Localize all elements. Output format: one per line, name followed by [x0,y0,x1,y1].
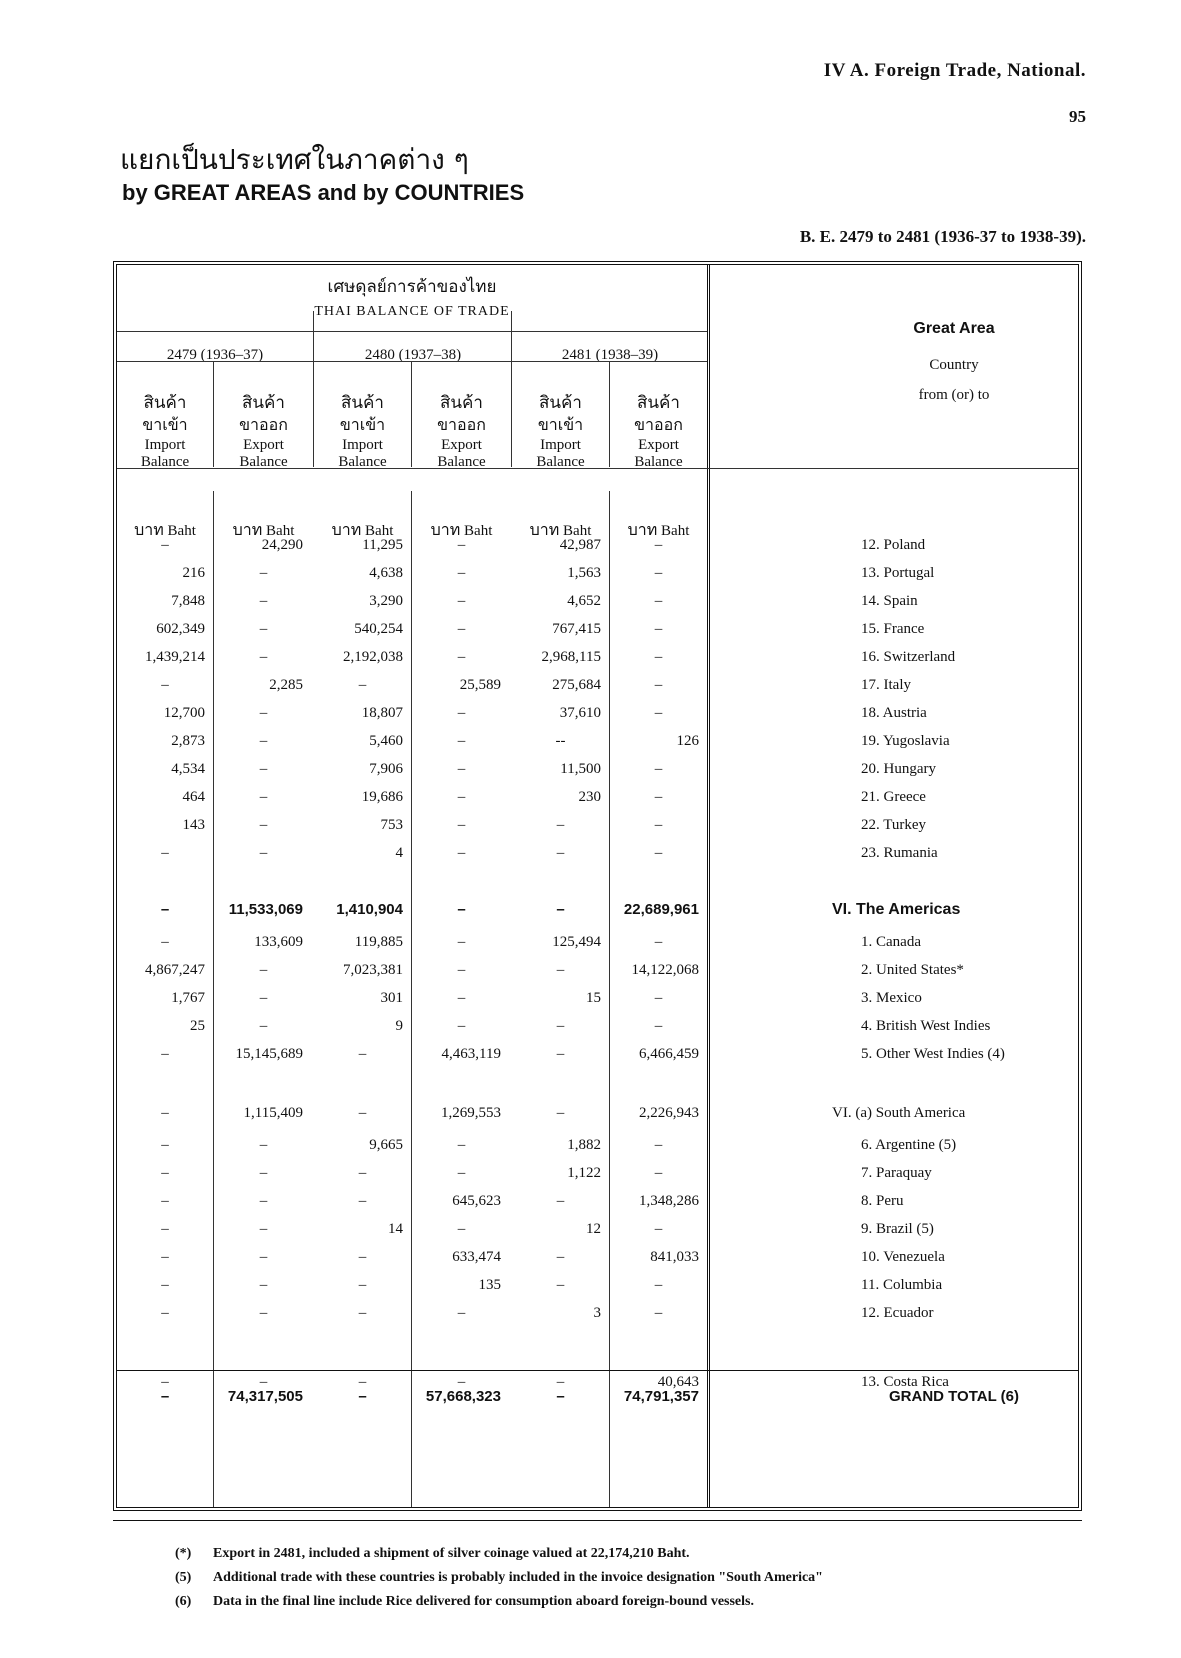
table-cell: – [556,845,565,861]
table-cell: 12,700 [163,705,205,721]
table-row [117,531,1078,559]
column-header [314,394,411,471]
table-cell: – [457,1221,466,1237]
table-cell: 15,145,689 [235,1046,303,1062]
table-cell: – [259,649,268,665]
table-row [117,587,1078,615]
column-header-label: Balance [140,454,190,471]
table-cell: 25,589 [459,677,501,693]
table-cell: 841,033 [650,1249,699,1265]
table-cell: – [259,1277,268,1293]
table-cell: 275,684 [552,677,601,693]
table-cell: 1,115,409 [243,1105,303,1121]
table-cell: 3,290 [369,593,403,609]
footnote-key: (5) [175,1570,192,1585]
table-cell: – [457,621,466,637]
country-label: 2. United States* [861,962,964,978]
country-label: 13. Portugal [861,565,935,581]
country-label: GRAND TOTAL (6) [889,1388,1019,1405]
table-row [117,559,1078,587]
table-cell: – [457,934,466,950]
table-row [117,699,1078,727]
country-header-sub: from (or) to [918,387,990,403]
table-cell: – [259,1374,268,1390]
table-cell: 1,767 [171,990,205,1006]
table-cell: – [161,1193,169,1209]
column-header-label: Balance [338,454,387,471]
table-cell: – [259,565,268,581]
table-cell: – [259,962,268,978]
table-cell: – [556,817,565,833]
table-cell: – [654,649,663,665]
table-cell: 1,882 [567,1137,601,1153]
table-cell: – [654,1221,663,1237]
table-row [117,1187,1078,1215]
country-label: 6. Argentine (5) [861,1137,957,1153]
table-cell: 11,533,069 [228,901,303,918]
column-header-label: Export [243,436,284,453]
column-header-label: Balance [437,454,486,471]
table-cell: 2,968,115 [541,649,601,665]
country-label: 14. Spain [861,593,918,609]
table-row [117,1012,1078,1040]
table-cell: – [654,677,663,693]
country-label: 12. Ecuador [861,1305,934,1321]
column-header-label: Balance [536,454,585,471]
year-range: B. E. 2479 to 2481 (1936-37 to 1938-39). [799,227,1086,246]
table-cell: – [556,1193,565,1209]
country-label: 22. Turkey [861,817,927,833]
table-cell: 5,460 [369,733,403,749]
table-cell: – [654,1165,663,1181]
table-cell: 1,563 [567,565,601,581]
table-cell: 57,668,323 [425,1388,501,1405]
column-header-thai: สินค้า [242,393,285,413]
table-cell: – [259,1193,268,1209]
column-header-label: Import [144,436,186,453]
footnote [175,1566,823,1590]
table-cell: – [654,1018,663,1034]
total-rule [117,1370,1078,1371]
table-cell: – [556,1388,565,1405]
table-cell: – [457,1018,466,1034]
table-cell: – [654,705,663,721]
table-cell: 6,466,459 [639,1046,699,1062]
unit-thai: บาท [627,520,658,539]
country-label: 5. Other West Indies (4) [861,1046,1005,1062]
column-header-thai: ขาออก [634,414,683,434]
footnote [175,1590,823,1614]
table-row [117,755,1078,783]
column-header-label: Export [638,436,679,453]
table-cell: – [358,1105,367,1121]
column-header-thai: ขาเข้า [537,414,584,434]
group-title: THAI BALANCE OF TRADE [314,304,510,319]
table-cell: 1,410,904 [336,901,403,918]
column-header-label: Import [342,436,383,453]
table-cell: 7,023,381 [343,962,403,978]
table-cell: – [654,1137,663,1153]
table-cell: 602,349 [156,621,205,637]
column-header-thai: สินค้า [143,393,187,413]
table-cell: 633,474 [452,1249,501,1265]
table-cell: 9 [395,1018,403,1034]
table-cell: – [259,1249,268,1265]
table-cell: – [259,621,268,637]
table-cell: – [457,565,466,581]
country-label: 1. Canada [861,934,921,950]
divider [113,1520,1082,1521]
column-header-thai: ขาออก [239,414,288,434]
column-header [117,394,213,471]
table-cell: 19,686 [361,789,403,805]
table-cell: – [556,962,565,978]
column-header-thai: ขาเข้า [142,414,188,434]
table-cell: – [161,537,169,553]
country-label: 3. Mexico [861,990,922,1006]
table-cell: – [654,817,663,833]
table-cell: – [161,1374,169,1390]
table-cell: – [358,1305,367,1321]
table-cell: – [457,1305,466,1321]
table-cell: 133,609 [254,934,303,950]
table-cell: – [161,1305,169,1321]
column-header-thai: สินค้า [341,393,384,413]
column-header [512,394,609,471]
footnote [175,1542,823,1566]
page-title-thai: แยกเป็นประเทศในภาคต่าง ๆ [120,143,469,176]
table-cell: – [259,990,268,1006]
country-label: 18. Austria [861,705,927,721]
table-cell: – [457,1374,466,1390]
table-cell: 753 [380,817,403,833]
table-row [117,1243,1078,1271]
table-cell: 1,122 [567,1165,601,1181]
table-cell: – [259,1018,268,1034]
column-header-thai: ขาเข้า [339,414,386,434]
table-cell: – [654,990,663,1006]
unit-en: Baht [365,523,394,539]
table-cell: 126 [676,733,699,749]
table-cell: – [457,845,466,861]
table-cell: 18,807 [361,705,403,721]
country-label: 8. Peru [861,1193,904,1209]
column-header-label: Import [540,436,581,453]
country-label: 23. Rumania [861,845,938,861]
table-row [117,1215,1078,1243]
table-cell: 22,689,961 [623,901,699,918]
table-cell: – [457,962,466,978]
table-row [117,783,1078,811]
table-cell: 1,439,214 [145,649,205,665]
table-cell: – [161,1221,169,1237]
table-cell: – [654,565,663,581]
table-cell: – [654,593,663,609]
table-cell: 3 [593,1305,601,1321]
country-label: 9. Brazil (5) [861,1221,934,1237]
column-header [610,394,707,471]
table-cell: – [161,1277,169,1293]
table-cell: 119,885 [354,934,403,950]
table-cell: – [654,934,663,950]
unit-en: Baht [167,523,196,539]
table-cell: 2,285 [269,677,303,693]
table-cell: – [457,789,466,805]
unit-thai: บาท [232,520,263,539]
table-cell: 125,494 [552,934,601,950]
table-cell: – [358,677,367,693]
country-label: 17. Italy [861,677,911,693]
table-cell: 74,317,505 [227,1388,303,1405]
table-cell: – [358,1249,367,1265]
table-cell: – [457,593,466,609]
table-cell: – [654,761,663,777]
great-area-header: Great Area [913,320,995,337]
table-cell: 767,415 [552,621,601,637]
table-cell: 14 [388,1221,403,1237]
country-label: VI. (a) South America [832,1105,966,1121]
table-cell: – [358,1388,367,1405]
table-cell: 7,848 [171,593,205,609]
table-cell: – [654,537,663,553]
column-header-thai: สินค้า [440,393,483,413]
table-cell: 540,254 [354,621,403,637]
table-cell: 4,463,119 [441,1046,501,1062]
table-cell: 7,906 [369,761,403,777]
table-cell: 42,987 [559,537,601,553]
year-header: 2480 (1937–38) [364,347,462,363]
table-cell: – [654,789,663,805]
table-cell: 301 [380,990,403,1006]
table-cell: – [654,621,663,637]
table-cell: – [358,1165,367,1181]
table-cell: 2,226,943 [639,1105,699,1121]
country-label: 4. British West Indies [861,1018,991,1034]
country-label: 10. Venezuela [861,1249,945,1265]
table-cell: – [161,1105,169,1121]
table-cell: – [556,1374,565,1390]
table-cell: 9,665 [369,1137,403,1153]
group-title-thai: เศษดุลย์การค้าของไทย [327,277,497,297]
table-cell: 4,534 [171,761,205,777]
table-cell: – [259,733,268,749]
country-label: 12. Poland [861,537,926,553]
table-cell: – [457,733,466,749]
table-cell: – [556,1277,565,1293]
table-cell: – [457,705,466,721]
trade-table [113,261,1082,1511]
table-cell: 15 [586,990,601,1006]
table-row [117,615,1078,643]
table-cell: 2,873 [171,733,205,749]
table-cell: 40,643 [657,1374,699,1390]
country-label: 15. France [861,621,925,637]
table-cell: – [457,649,466,665]
table-cell: – [358,1277,367,1293]
country-label: 7. Paraquay [861,1165,932,1181]
table-cell: – [161,677,169,693]
table-cell: – [358,1193,367,1209]
table-cell: 24,290 [261,537,303,553]
table-cell: 1,269,553 [441,1105,501,1121]
country-label: 21. Greece [861,789,926,805]
column-header [412,394,511,471]
table-cell: – [259,705,268,721]
table-cell: 25 [190,1018,205,1034]
table-cell: – [259,845,268,861]
table-cell: 143 [182,817,205,833]
table-cell: 216 [182,565,205,581]
footnote-text: Additional trade with these countries is probably included in the invoice designation "South America" [213,1570,823,1585]
column-header-thai: สินค้า [637,393,680,413]
footnote-text: Data in the final line include Rice delivered for consumption aboard foreign-bound vessels. [213,1594,754,1609]
table-row [117,727,1078,755]
country-header: Country [929,357,979,373]
page-number: 95 [1069,107,1086,126]
table-cell: 4,652 [567,593,601,609]
table-cell: – [654,1305,663,1321]
unit-en: Baht [661,523,690,539]
table-cell: – [358,1046,367,1062]
table-cell: 464 [182,789,205,805]
table-cell: 4 [395,845,403,861]
table-row [117,1040,1078,1068]
table-cell: – [259,817,268,833]
table-cell: – [160,901,170,918]
table-cell: – [457,1137,466,1153]
table-cell: 11,295 [362,537,403,553]
subarea-row [117,1099,1078,1127]
table-cell: – [259,1221,268,1237]
table-row [117,1131,1078,1159]
table-cell: – [457,761,466,777]
table-cell: – [556,1018,565,1034]
country-label: 19. Yugoslavia [861,733,950,749]
table-row [117,1271,1078,1299]
unit-thai: บาท [331,520,362,539]
table-cell: – [457,817,466,833]
table-cell: – [259,1137,268,1153]
table-cell: – [160,1388,170,1405]
table-cell: – [457,537,466,553]
divider [117,331,707,332]
table-cell: 1,348,286 [639,1193,699,1209]
table-cell: – [457,1165,466,1181]
table-row [117,1299,1078,1327]
column-header-label: Export [441,436,482,453]
table-cell: – [556,901,565,918]
table-cell: – [654,1277,663,1293]
table-row [117,1159,1078,1187]
table-cell: -- [555,733,566,749]
footnote-text: Export in 2481, included a shipment of silver coinage valued at 22,174,210 Baht. [213,1546,690,1561]
country-label: VI. The Americas [832,901,961,918]
footnote-key: (6) [175,1594,192,1609]
unit-thai: บาท [430,520,461,539]
table-cell: – [259,1165,268,1181]
table-row [117,956,1078,984]
column-header-thai: สินค้า [539,393,582,413]
table-row [117,643,1078,671]
table-cell: – [161,845,169,861]
table-cell: – [457,990,466,1006]
section-header: IV A. Foreign Trade, National. [823,60,1086,81]
table-cell: – [259,789,268,805]
divider [117,361,707,362]
area-row [117,896,1078,924]
table-cell: – [654,845,663,861]
table-cell: 645,623 [452,1193,501,1209]
table-row [117,984,1078,1012]
table-cell: – [161,1046,169,1062]
table-cell: – [161,934,169,950]
column-header [214,394,313,471]
table-cell: 11,500 [560,761,601,777]
table-cell: 230 [578,789,601,805]
table-cell: 4,638 [369,565,403,581]
table-cell: 4,867,247 [145,962,205,978]
unit-thai: บาท [134,520,164,539]
total-row [117,1383,1078,1411]
unit-en: Baht [266,523,295,539]
table-cell: 74,791,357 [623,1388,699,1405]
column-header-thai: ขาออก [437,414,486,434]
table-cell: 14,122,068 [631,962,699,978]
unit-en: Baht [563,523,592,539]
table-cell: – [358,1374,367,1390]
table-cell: – [259,761,268,777]
year-header: 2481 (1938–39) [561,347,659,363]
table-cell: 12 [586,1221,601,1237]
table-cell: 135 [478,1277,501,1293]
country-label: 20. Hungary [861,761,936,777]
table-row [117,928,1078,956]
column-header-label: Balance [239,454,288,471]
table-cell: – [556,1046,565,1062]
country-label: 13. Costa Rica [861,1374,949,1390]
country-label: 11. Columbia [861,1277,943,1293]
table-cell: – [161,1165,169,1181]
year-header: 2479 (1936–37) [166,347,264,363]
table-cell: 37,610 [559,705,601,721]
table-cell: 2,192,038 [343,649,403,665]
unit-thai: บาท [529,520,560,539]
table-cell: – [556,1249,565,1265]
table-cell: – [259,593,268,609]
country-label: 16. Switzerland [861,649,956,665]
table-row [117,839,1078,867]
table-cell: – [259,1305,268,1321]
page-title: by GREAT AREAS and by COUNTRIES [122,180,525,205]
unit-en: Baht [464,523,493,539]
table-row [117,811,1078,839]
table-cell: – [457,901,466,918]
table-cell: – [161,1249,169,1265]
column-header-label: Balance [634,454,683,471]
table-row [117,671,1078,699]
table-cell: – [556,1105,565,1121]
footnote-key: (*) [175,1546,192,1561]
table-cell: – [161,1137,169,1153]
footnotes [175,1542,823,1614]
